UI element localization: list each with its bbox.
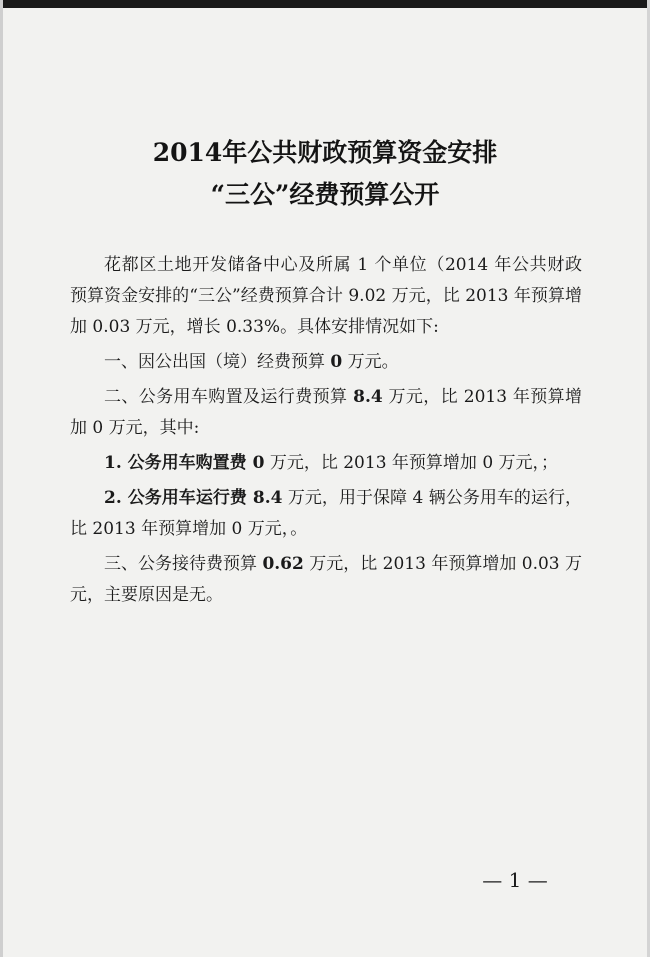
item2-prefix: 二、公务用车购置及运行费预算: [104, 387, 354, 407]
document-title-line-1: 2014年公共财政预算资金安排: [152, 138, 498, 167]
document-title-line-2: “三公”经费预算公开: [210, 180, 440, 209]
page-number: — 1 —: [482, 868, 548, 892]
scan-top-border: [0, 0, 650, 8]
document-body: [70, 250, 582, 611]
item2-1-number: 1.: [104, 453, 122, 473]
item2-1-amount: 0: [252, 453, 265, 473]
item-overseas-travel: [70, 347, 582, 378]
item-vehicle-operation: [70, 483, 582, 545]
item1-suffix: 万元。: [342, 352, 399, 372]
item3-suffix: 万元，比 2013 年预算增加 0.03 万元，主要原因是无。: [70, 554, 583, 605]
item2-suffix: 万元，比 2013 年预算增加 0 万元，其中:: [70, 387, 582, 438]
item1-amount: 0: [330, 352, 343, 372]
item2-1-label: 公务用车购置费: [121, 453, 253, 473]
item-vehicle-purchase: [70, 448, 582, 479]
item3-amount: 0.62: [262, 554, 304, 574]
item2-2-number: 2.: [104, 488, 122, 508]
item-vehicle-costs: [70, 382, 582, 444]
intro-paragraph: 花都区土地开发储备中心及所属 1 个单位（2014 年公共财政预算资金安排的“三公”经费预算合计 9.02 万元，比 2013 年预算增加 0.03 万元，增长 0.33%。具体安排情况如下:: [70, 255, 582, 337]
item2-2-amount: 8.4: [252, 488, 283, 508]
item2-2-suffix: 万元，用于保障 4 辆公务用车的运行，比 2013 年预算增加 0 万元，。: [70, 488, 582, 539]
item2-2-label: 公务用车运行费: [121, 488, 253, 508]
item-reception-costs: [70, 549, 582, 611]
item3-prefix: 三、公务接待费预算: [104, 554, 263, 574]
item2-1-suffix: 万元，比 2013 年预算增加 0 万元，；: [264, 453, 559, 473]
item2-amount: 8.4: [353, 387, 383, 407]
item1-prefix: 一、因公出国（境）经费预算: [104, 352, 331, 372]
